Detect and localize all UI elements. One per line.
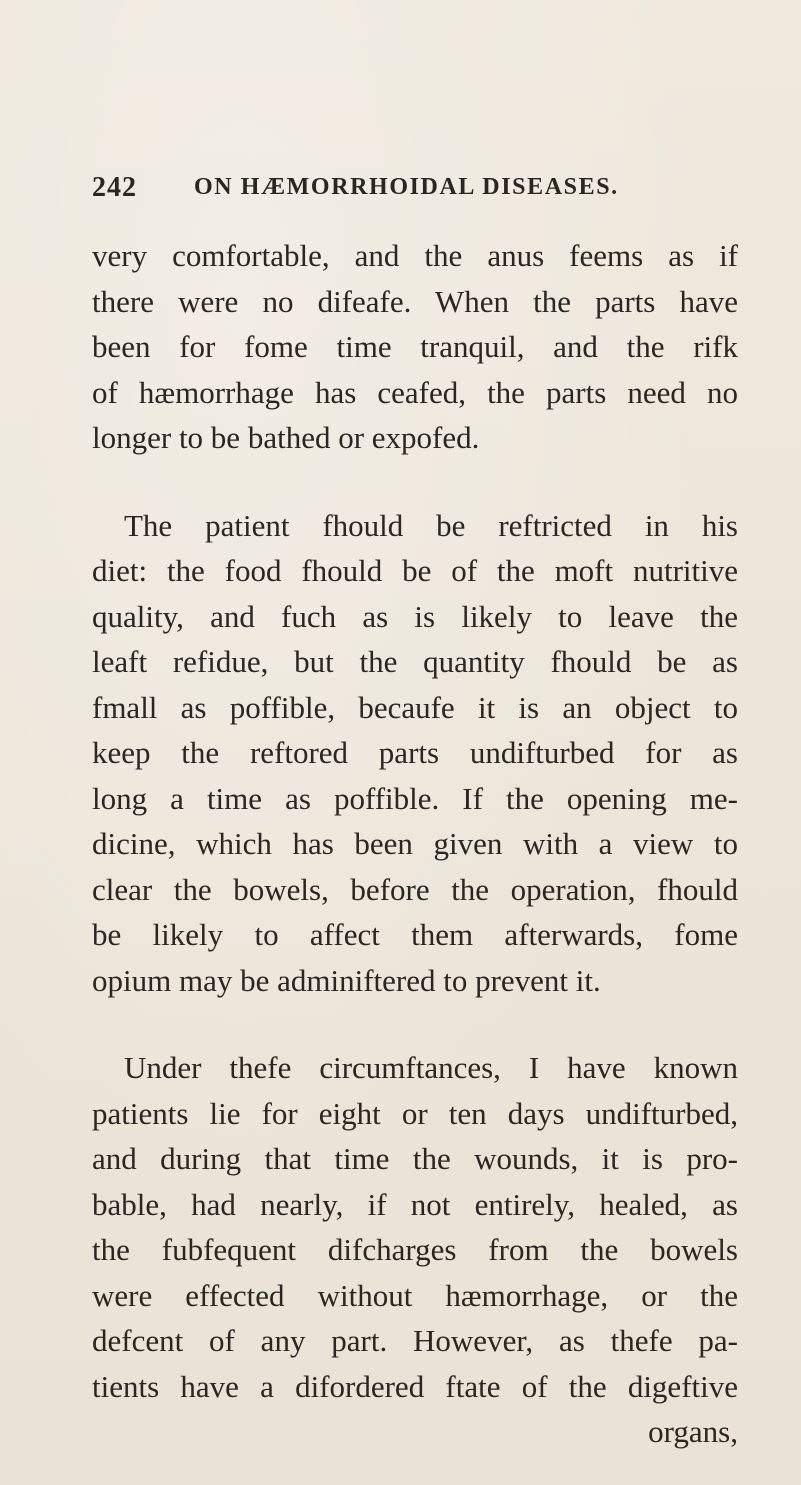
text-line: of hæmorrhage has ceafed, the parts need no — [92, 374, 738, 410]
text-line: diet: the food fhould be of the moft nutritive — [92, 553, 738, 588]
text-line: bable, had nearly, if not entirely, healed, as — [92, 1186, 738, 1222]
text-line: dicine, which has been given with a view to — [92, 826, 738, 861]
text-line: fmall as poffible, becaufe it is an object to — [92, 689, 738, 725]
paragraph — [92, 233, 738, 461]
text-line: and during that time the wounds, it is pro- — [92, 1141, 738, 1176]
text-line: be likely to affect them afterwards, fome — [92, 917, 738, 952]
text-line: there were no difeafe. When the parts have — [92, 283, 738, 319]
text-line: clear the bowels, before the operation, fhould — [92, 871, 738, 907]
text-line: leaft refidue, but the quantity fhould be as — [92, 644, 738, 679]
running-title: ON HÆMORRHOIDAL DISEASES. — [194, 174, 619, 200]
text-line: the fubfequent difcharges from the bowels — [92, 1232, 738, 1267]
text-line: keep the reftored parts undifturbed for as — [92, 735, 738, 770]
text-line: long a time as poffible. If the opening me- — [92, 780, 738, 816]
text-line: tients have a difordered ftate of the digeftive — [92, 1368, 738, 1404]
paragraph — [92, 503, 738, 1004]
text-line: quality, and fuch as is likely to leave the — [92, 598, 738, 634]
body-text — [92, 233, 738, 1455]
page-number: 242 — [92, 172, 137, 203]
text-line: Under thefe circumftances, I have known — [124, 1050, 738, 1085]
paragraph — [92, 1045, 738, 1455]
text-line: defcent of any part. However, as thefe pa- — [92, 1323, 738, 1358]
running-head — [92, 172, 732, 208]
catchword: organs, — [648, 1414, 738, 1449]
text-line: very comfortable, and the anus feems as if — [92, 238, 738, 273]
text-line: been for fome time tranquil, and the rifk — [92, 329, 738, 364]
text-line: were effected without hæmorrhage, or the — [92, 1277, 738, 1313]
text-line: patients lie for eight or ten days undifturbed, — [92, 1095, 738, 1131]
text-line: opium may be adminiftered to prevent it. — [92, 962, 601, 998]
text-line: The patient fhould be reftricted in his — [124, 507, 738, 543]
text-line: longer to be bathed or expofed. — [92, 420, 480, 455]
